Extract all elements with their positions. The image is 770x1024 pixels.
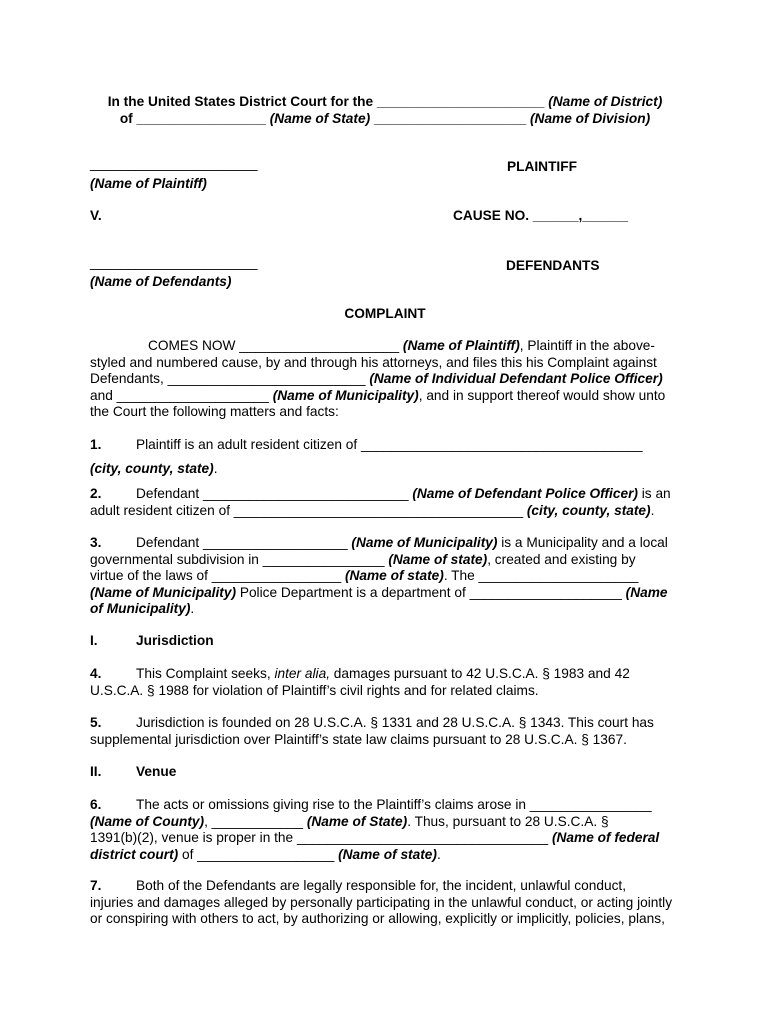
placeholder-label: (Name of state) [338, 846, 437, 862]
text-run: , created and existing by [487, 551, 636, 567]
text-line [90, 552, 680, 569]
paragraph-number: 1. [90, 437, 102, 452]
text-run: damages pursuant to 42 U.S.C.A. § 1983 and 42 [330, 666, 630, 681]
paragraph-1 [90, 437, 680, 454]
text-run: inter alia, [274, 666, 330, 681]
section-heading-jurisdiction [90, 633, 680, 650]
text-line [90, 371, 680, 388]
text-line [90, 764, 680, 781]
text-line [90, 404, 680, 421]
text-run: Both of the Defendants are legally responsible for, the incident, unlawful conduct, [136, 878, 627, 893]
text-line [90, 461, 680, 478]
text-run: or conspiring with others to act, by authorizing or allowing, explicitly or implicitly, policies, plans, [90, 911, 665, 926]
text-run: of __________________ [178, 846, 339, 862]
text-run: U.S.C.A. § 1988 for violation of Plaintiff’s civil rights and for related claims. [90, 682, 539, 698]
paragraph-number: I. [90, 633, 98, 648]
text-run: . [650, 502, 655, 518]
text-run: Police Department is a department of ____________________ [236, 584, 626, 600]
text-run: The acts or omissions giving rise to the Plaintiff’s claims arose in ________________ [136, 797, 652, 812]
text-run: Jurisdiction is founded on 28 U.S.C.A. § 1331 and 28 U.S.C.A. § 1343. This court has [136, 715, 654, 730]
placeholder-label: (Name of District) [548, 94, 663, 109]
intro-paragraph [90, 338, 680, 421]
text-run: . Thus, pursuant to 28 U.S.C.A. § [407, 813, 609, 829]
text-run: and ____________________ [90, 387, 273, 403]
placeholder-label: (Name of state) [388, 551, 488, 567]
text-line [90, 585, 680, 602]
paragraph-number: 4. [90, 666, 102, 681]
text-run: Venue [136, 764, 177, 779]
versus-label: V. [90, 208, 102, 223]
placeholder-label: (city, county, state) [90, 461, 214, 476]
paragraph-number: 2. [90, 486, 102, 501]
paragraph-number: 3. [90, 535, 102, 550]
placeholder-label: (Name of Defendant Police Officer) [412, 486, 638, 501]
text-run: COMES NOW _____________________ [148, 338, 403, 353]
text-line [90, 830, 680, 847]
text-run: is a Municipality and a local [497, 535, 668, 550]
text-line [0, 110, 770, 127]
placeholder-label: (Name of Individual Defendant Police Officer) [369, 371, 663, 386]
text-line [90, 503, 680, 520]
placeholder-label: (Name of Plaintiff) [402, 338, 520, 353]
defendants-name-blank: ______________________ [90, 255, 258, 270]
section-heading-venue [90, 764, 680, 781]
text-run: governmental subdivision in ________________ [90, 551, 389, 567]
text-line [90, 633, 680, 650]
placeholder-label: district court) [90, 846, 179, 862]
paragraph-number: 7. [90, 878, 102, 893]
text-line [90, 878, 680, 895]
paragraph-number: 5. [90, 715, 102, 730]
defendants-role-label: DEFENDANTS [506, 258, 600, 273]
text-line [90, 338, 680, 355]
text-run: This Complaint seeks, [136, 666, 275, 681]
placeholder-label: (Name of federal [551, 830, 660, 845]
text-run: adult resident citizen of ______________________________________ [90, 502, 527, 518]
placeholder-label: (city, county, state) [526, 502, 651, 518]
text-line [90, 388, 680, 405]
text-line [90, 601, 680, 618]
text-run: Defendant ___________________ [136, 535, 352, 550]
paragraph-4 [90, 666, 680, 699]
placeholder-label: (Name of Municipality) [351, 535, 498, 550]
text-run: , Plaintiff in the above- [519, 338, 655, 353]
text-run: . [436, 846, 441, 862]
cause-number: CAUSE NO. ______,______ [453, 208, 629, 223]
defendants-name-label: (Name of Defendants) [90, 274, 232, 289]
paragraph-number: II. [90, 764, 102, 779]
paragraph-6 [90, 797, 680, 863]
text-run: injuries and damages alleged by personally participating in the unlawful conduct, or acting jointly [90, 894, 673, 910]
paragraph-2 [90, 486, 680, 519]
text-line [90, 911, 680, 928]
text-run: styled and numbered cause, by and through his attorneys, and files this his Complaint against [90, 354, 657, 370]
text-line [90, 797, 680, 814]
text-run: virtue of the laws of _________________ [90, 568, 345, 583]
text-line [90, 568, 680, 585]
text-run: the Court the following matters and facts: [90, 404, 339, 419]
plaintiff-name-label: (Name of Plaintiff) [90, 176, 207, 191]
plaintiff-name-blank: ______________________ [90, 156, 258, 171]
text-line [90, 715, 680, 732]
placeholder-label: (Name of state) [344, 568, 444, 583]
placeholder-label: (Name of Municipality) [90, 584, 237, 600]
text-line [90, 437, 680, 454]
text-run: . [190, 601, 195, 616]
placeholder-label: (Name of State) [269, 111, 371, 126]
placeholder-label: (Name of State) [306, 813, 408, 829]
text-run: Jurisdiction [136, 633, 214, 648]
paragraph-number: 6. [90, 797, 102, 812]
text-line [0, 93, 770, 110]
paragraph-7 [90, 878, 680, 928]
text-run: of _________________ [119, 111, 270, 126]
text-line [90, 895, 680, 912]
document-title: COMPLAINT [344, 306, 426, 321]
text-run: supplemental jurisdiction over Plaintiff’s state law claims pursuant to 28 U.S.C.A. § 1367. [90, 731, 627, 747]
text-line [90, 486, 680, 503]
text-line [90, 814, 680, 831]
text-run: ____________________ [370, 111, 530, 126]
text-run: 1391(b)(2), venue is proper in the _________________________________ [90, 830, 552, 845]
text-line [90, 666, 680, 683]
paragraph-5 [90, 715, 680, 748]
text-line [90, 847, 680, 864]
text-run: . [213, 461, 218, 476]
text-run: , ____________ [204, 813, 307, 829]
placeholder-label: (Name of Municipality) [272, 387, 419, 403]
text-run: is an [637, 486, 671, 501]
placeholder-label: (Name of Division) [530, 111, 651, 126]
text-line [90, 355, 680, 372]
placeholder-label: (Name of County) [90, 813, 205, 829]
text-run: In the United States District Court for the ______________________ [107, 94, 549, 109]
text-line [90, 683, 680, 700]
placeholder-label: (Name [625, 584, 668, 600]
placeholder-label: of Municipality) [90, 601, 191, 616]
text-line [90, 732, 680, 749]
text-run: Plaintiff is an adult resident citizen of _____________________________________ [136, 437, 643, 452]
paragraph-1-continued [90, 461, 680, 478]
text-run: . The _____________________ [443, 568, 639, 583]
plaintiff-role-label: PLAINTIFF [507, 159, 577, 174]
paragraph-3 [90, 535, 680, 618]
text-line [90, 535, 680, 552]
text-run: Defendant ___________________________ [136, 486, 413, 501]
text-run: Defendants, __________________________ [90, 371, 370, 386]
text-run: , and in support thereof would show unto [418, 387, 666, 403]
court-header [0, 93, 770, 127]
